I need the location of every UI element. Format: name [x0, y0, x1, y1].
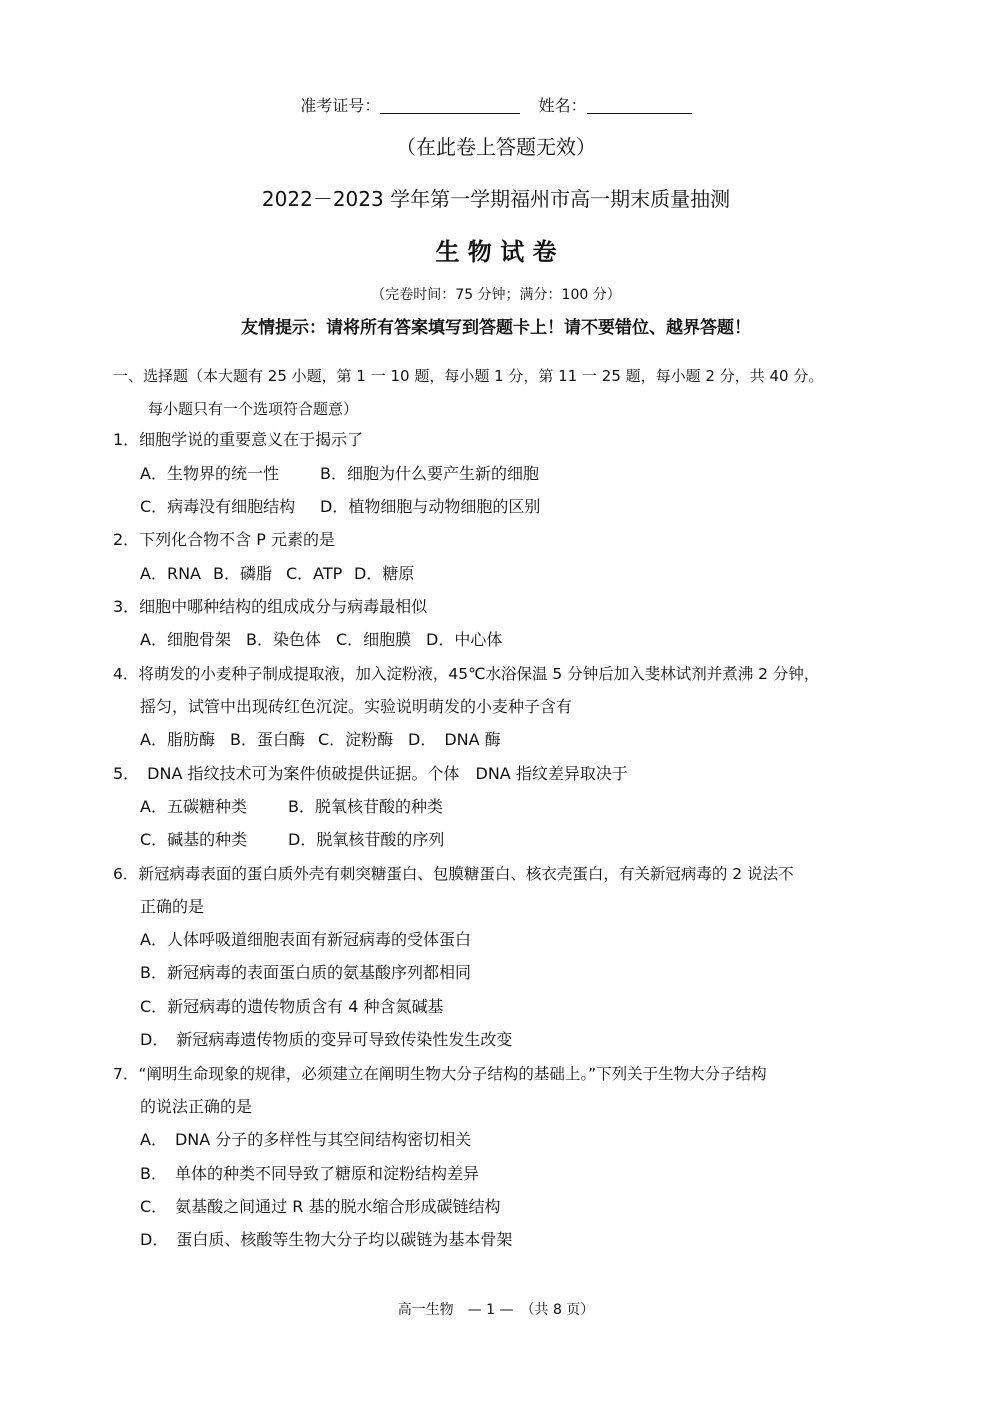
option: B．细胞为什么要产生新的细胞 — [320, 464, 539, 483]
option: A．生物界的统一性 — [140, 464, 279, 483]
section-heading-cont: 每小题只有一个选项符合题意） — [148, 400, 359, 418]
time-info: （完卷时间：75 分钟；满分：100 分） — [371, 287, 621, 303]
option: A．细胞骨架 — [140, 630, 231, 649]
option: C．病毒没有细胞结构 — [140, 497, 296, 516]
question-stem-cont: 的说法正确的是 — [140, 1097, 253, 1116]
subject-title: 生 物 试 卷 — [435, 238, 557, 266]
option: C．新冠病毒的遗传物质含有 4 种含氮碱基 — [140, 997, 444, 1016]
option: D．植物细胞与动物细胞的区别 — [320, 497, 541, 516]
section-heading: 一、选择题（本大题有 25 小题，第 1 一 10 题，每小题 1 分，第 11 一 25 题，每小题 2 分，共 40 分。 — [113, 367, 824, 385]
page-footer: 高一生物 — 1 — （共 8 页） — [397, 1302, 595, 1318]
question-stem-cont: 摇匀，试管中出现砖红色沉淀。实验说明萌发的小麦种子含有 — [140, 697, 573, 716]
option-row — [140, 497, 540, 517]
exam-id-label: 准考证号： — [300, 96, 381, 115]
question-stem: 5． DNA 指纹技术可为案件侦破提供证据。个体 DNA 指纹差异取决于 — [113, 764, 628, 783]
option-row — [140, 564, 414, 584]
option: B．磷脂 — [213, 564, 272, 583]
question-stem: 7．“阐明生命现象的规律，必须建立在阐明生物大分子结构的基础上。”下列关于生物大分子结构 — [113, 1065, 767, 1083]
option: D．中心体 — [426, 630, 503, 649]
question-stem: 1．细胞学说的重要意义在于揭示了 — [113, 430, 364, 449]
option: A．人体呼吸道细胞表面有新冠病毒的受体蛋白 — [140, 930, 471, 949]
option: A．RNA — [140, 564, 201, 583]
name-label: 姓名： — [538, 96, 587, 115]
option: A．脂肪酶 — [140, 730, 215, 749]
option: D．脱氧核苷酸的序列 — [288, 830, 445, 849]
option-row — [140, 630, 502, 650]
option: C．细胞膜 — [336, 630, 412, 649]
option: B．蛋白酶 — [230, 730, 305, 749]
question-stem: 3．细胞中哪种结构的组成成分与病毒最相似 — [113, 597, 428, 616]
option: C．ATP — [286, 564, 343, 583]
option: A．五碳糖种类 — [140, 797, 247, 816]
option: B．脱氧核苷酸的种类 — [288, 797, 443, 816]
option: B．染色体 — [246, 630, 321, 649]
question-stem: 6．新冠病毒表面的蛋白质外壳有刺突糖蛋白、包膜糖蛋白、核衣壳蛋白，有关新冠病毒的 2 说法不 — [113, 865, 794, 883]
question-stem: 2．下列化合物不含 P 元素的是 — [113, 530, 336, 549]
option: B． 单体的种类不同导致了糖原和淀粉结构差异 — [140, 1164, 479, 1183]
option-row — [140, 464, 539, 484]
invalid-notice: （在此卷上答题无效） — [396, 135, 596, 159]
option: D． 新冠病毒遗传物质的变异可导致传染性发生改变 — [140, 1030, 513, 1049]
option: C．碱基的种类 — [140, 830, 248, 849]
option-row — [140, 830, 444, 850]
option-row — [140, 797, 443, 817]
question-stem-cont: 正确的是 — [140, 897, 205, 916]
option: C． 氨基酸之间通过 R 基的脱水缩合形成碳链结构 — [140, 1197, 501, 1216]
option: A． DNA 分子的多样性与其空间结构密切相关 — [140, 1130, 472, 1149]
question-stem: 4．将萌发的小麦种子制成提取液，加入淀粉液，45℃水浴保温 5 分钟后加入斐林试剂并煮沸 2 分钟， — [113, 665, 820, 683]
exam-id-blank — [380, 97, 520, 114]
option: C．淀粉酶 — [318, 730, 394, 749]
option-row — [140, 730, 501, 750]
exam-info-line — [0, 96, 992, 116]
option: D． 蛋白质、核酸等生物大分子均以碳链为基本骨架 — [140, 1230, 513, 1249]
exam-title: 2022－2023 学年第一学期福州市高一期末质量抽测 — [261, 187, 731, 211]
option: D． DNA 酶 — [408, 730, 501, 749]
option: D．糖原 — [354, 564, 415, 583]
friendly-tip: 友情提示：请将所有答案填写到答题卡上！请不要错位、越界答题！ — [241, 318, 751, 338]
option: B．新冠病毒的表面蛋白质的氨基酸序列都相同 — [140, 963, 471, 982]
name-blank — [587, 97, 692, 114]
